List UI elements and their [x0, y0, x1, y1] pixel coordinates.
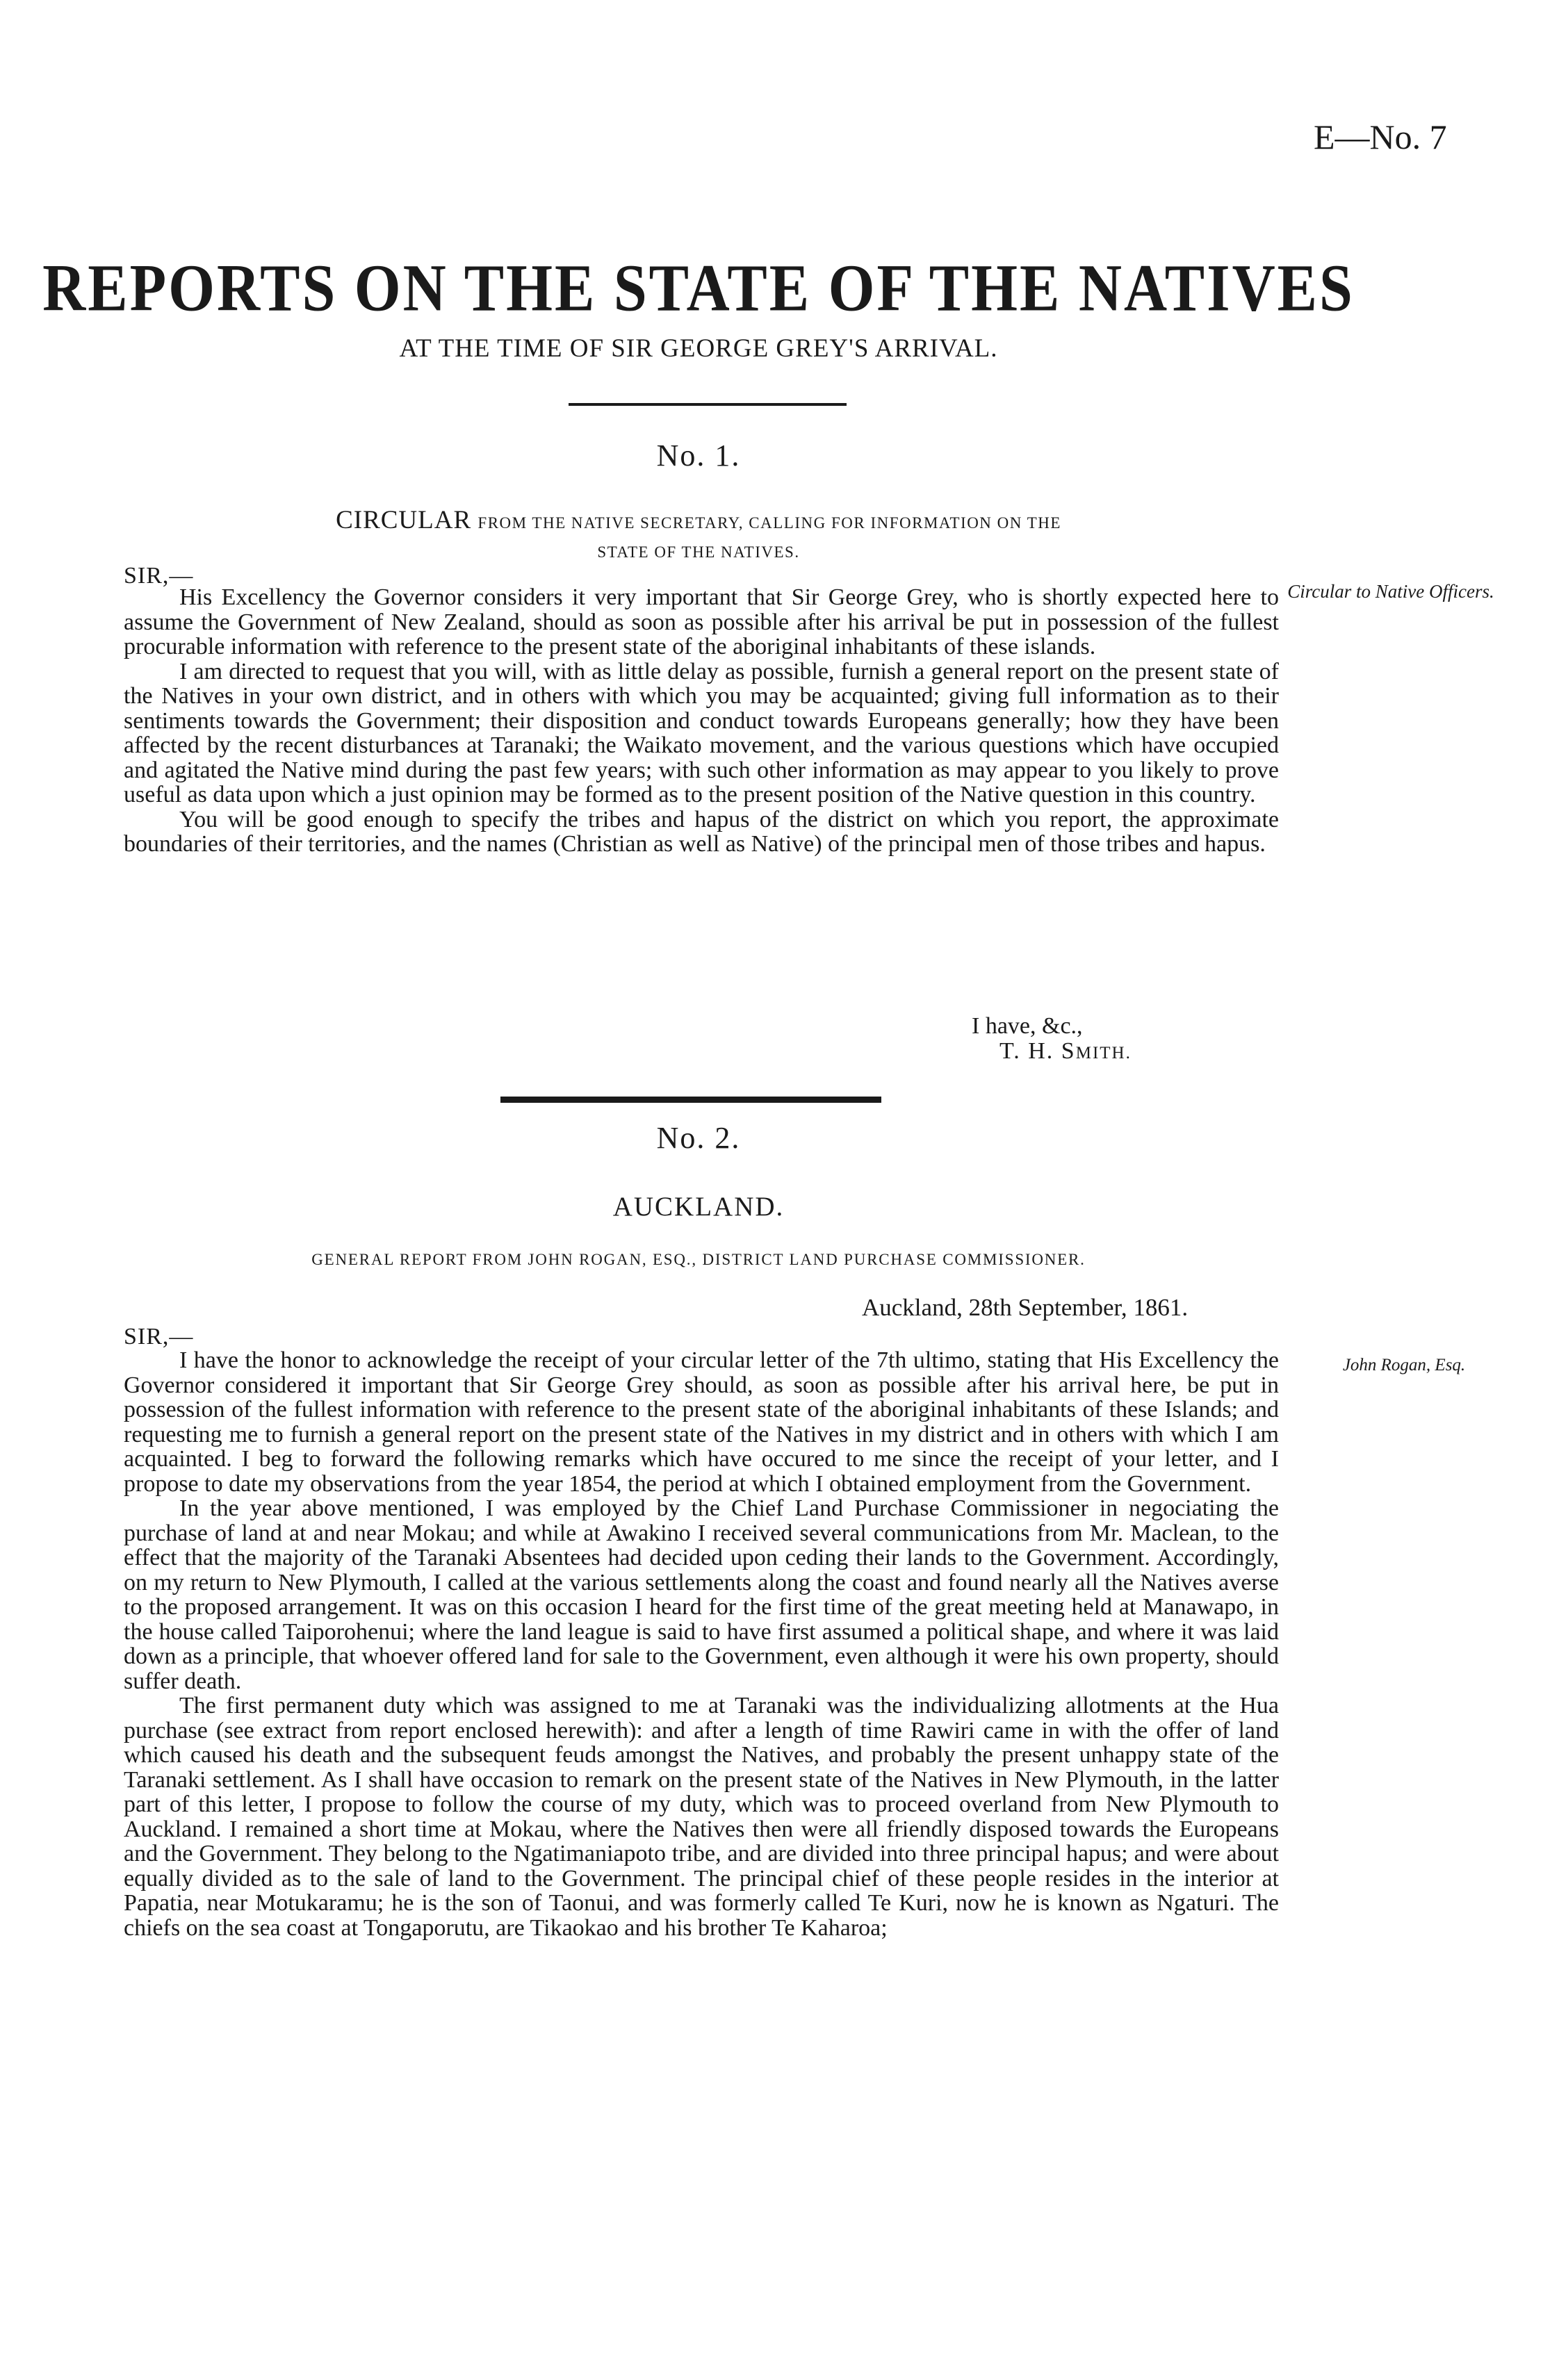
paragraph: The first permanent duty which was assigned to me at Taranaki was the individualizing allotments at the Hua purchase (see extract from report enclosed herewith): and after a length of time Rawiri came in with the offer of land which caused his death and the subsequent feuds amongst the Natives, and probably the present unhappy state of the Taranaki settlement. As I shall have occasion to remark on the present state of the Natives in New Plymouth, in the latter part of this letter, I propose to follow the course of my duty, which was to proceed overland from New Plymouth to Auckland. I remained a short time at Mokau, where the Natives then were all friendly disposed towards the Europeans and the Government. They belong to the Ngatimaniapoto tribe, and are divided into three principal hapus; and were about equally divided as to the sale of land to the Government. The principal chief of these people resides in the interior at Papatia, near Motukaramu; he is the son of Taonui, and was formerly called Te Kuri, now he is known as Ngaturi. The chiefs on the sea coast at Tongaporutu, are Tikaokao and his brother Te Kaharoa;	[124, 1693, 1279, 1941]
margin-note: Circular to Native Officers.	[1287, 581, 1494, 602]
paragraph: I am directed to request that you will, with as little delay as possible, furnish a general report on the present state of the Natives in your own district, and in others with which you may be acquainted; giving full information as to their sentiments towards the Government; their disposition and conduct towards Europeans generally; how they have been affected by the recent disturbances at Taranaki; the Waikato movement, and the various questions which have occupied and agitated the Native mind during the past few years; with such other information as may appear to you likely to prove useful as data upon which a just opinion may be formed as to the present position of the Native question in this country.	[124, 658, 1279, 807]
section-divider-short	[569, 403, 847, 406]
circular-heading	[0, 506, 1397, 567]
page-reference: E—No. 7	[1314, 117, 1447, 156]
section-divider-long	[500, 1097, 881, 1103]
margin-note: John Rogan, Esq.	[1342, 1356, 1466, 1374]
paragraph: I have the honor to acknowledge the receipt of your circular letter of the 7th ultimo, stating that His Excellency the Governor considered it important that Sir George Grey should, as soon as possible after his arrival here, be put in possession of the fullest information with reference to the present state of the aboriginal inhabitants of these Islands; and requesting me to furnish a general report on the present state of the Natives in my district and in others with which I am acquainted. I beg to forward the following remarks which have occured to me since the receipt of your letter, and I propose to date my observations from the year 1854, the period at which I obtained employment from the Government.	[124, 1347, 1279, 1497]
circular-heading-line2: STATE OF THE NATIVES.	[597, 543, 800, 561]
letter-body	[124, 585, 1279, 857]
salutation: SIR,—	[124, 563, 194, 589]
salutation: SIR,—	[124, 1324, 194, 1349]
document-title: REPORTS ON THE STATE OF THE NATIVES	[42, 250, 1355, 325]
circular-heading-line1: FROM THE NATIVE SECRETARY, CALLING FOR INFORMATION ON THE	[478, 514, 1061, 532]
section-number: No. 2.	[656, 1121, 741, 1155]
paragraph: In the year above mentioned, I was employed by the Chief Land Purchase Commissioner in negociating the purchase of land at and near Mokau; and while at Awakino I received several communications from Mr. Maclean, to the effect that the majority of the Taranaki Absentees had decided upon ceding their lands to the Government. Accordingly, on my return to New Plymouth, I called at the various settlements along the coast and found nearly all the Natives averse to the proposed arrangement. It was on this occasion I heard for the first time of the great meeting held at Manawapo, in the house called Taiporohenui; where the land league is said to have first assumed a political shape, and where it was laid down as a principle, that whoever offered land for sale to the Government, even although it were his own property, should suffer death.	[124, 1495, 1279, 1694]
signature-initials: T. H. S	[999, 1038, 1076, 1064]
document-subtitle: AT THE TIME OF SIR GEORGE GREY'S ARRIVAL.	[399, 334, 998, 363]
paragraph: You will be good enough to specify the tribes and hapus of the district on which you report, the approximate boundaries of their territories, and the names (Christian as well as Native) of the principal men of those tribes and hapus.	[124, 806, 1279, 857]
place-heading: AUCKLAND.	[612, 1192, 785, 1222]
paragraph: His Excellency the Governor considers it very important that Sir George Grey, who is shortly expected here to assume the Government of New Zealand, should as soon as possible after his arrival be put in possession of the fullest procurable information with reference to the present state of the aboriginal inhabitants of these islands.	[124, 584, 1279, 659]
closing: I have, &c.,	[972, 1013, 1083, 1039]
report-heading: GENERAL REPORT FROM JOHN ROGAN, ESQ., DISTRICT LAND PURCHASE COMMISSIONER.	[311, 1251, 1086, 1268]
report-body	[124, 1348, 1279, 1940]
signature-rest: MITH.	[1075, 1044, 1132, 1062]
signature	[999, 1038, 1132, 1065]
section-number: No. 1.	[656, 438, 741, 473]
dateline: Auckland, 28th September, 1861.	[862, 1294, 1189, 1321]
circular-heading-word: CIRCULAR	[336, 506, 472, 534]
